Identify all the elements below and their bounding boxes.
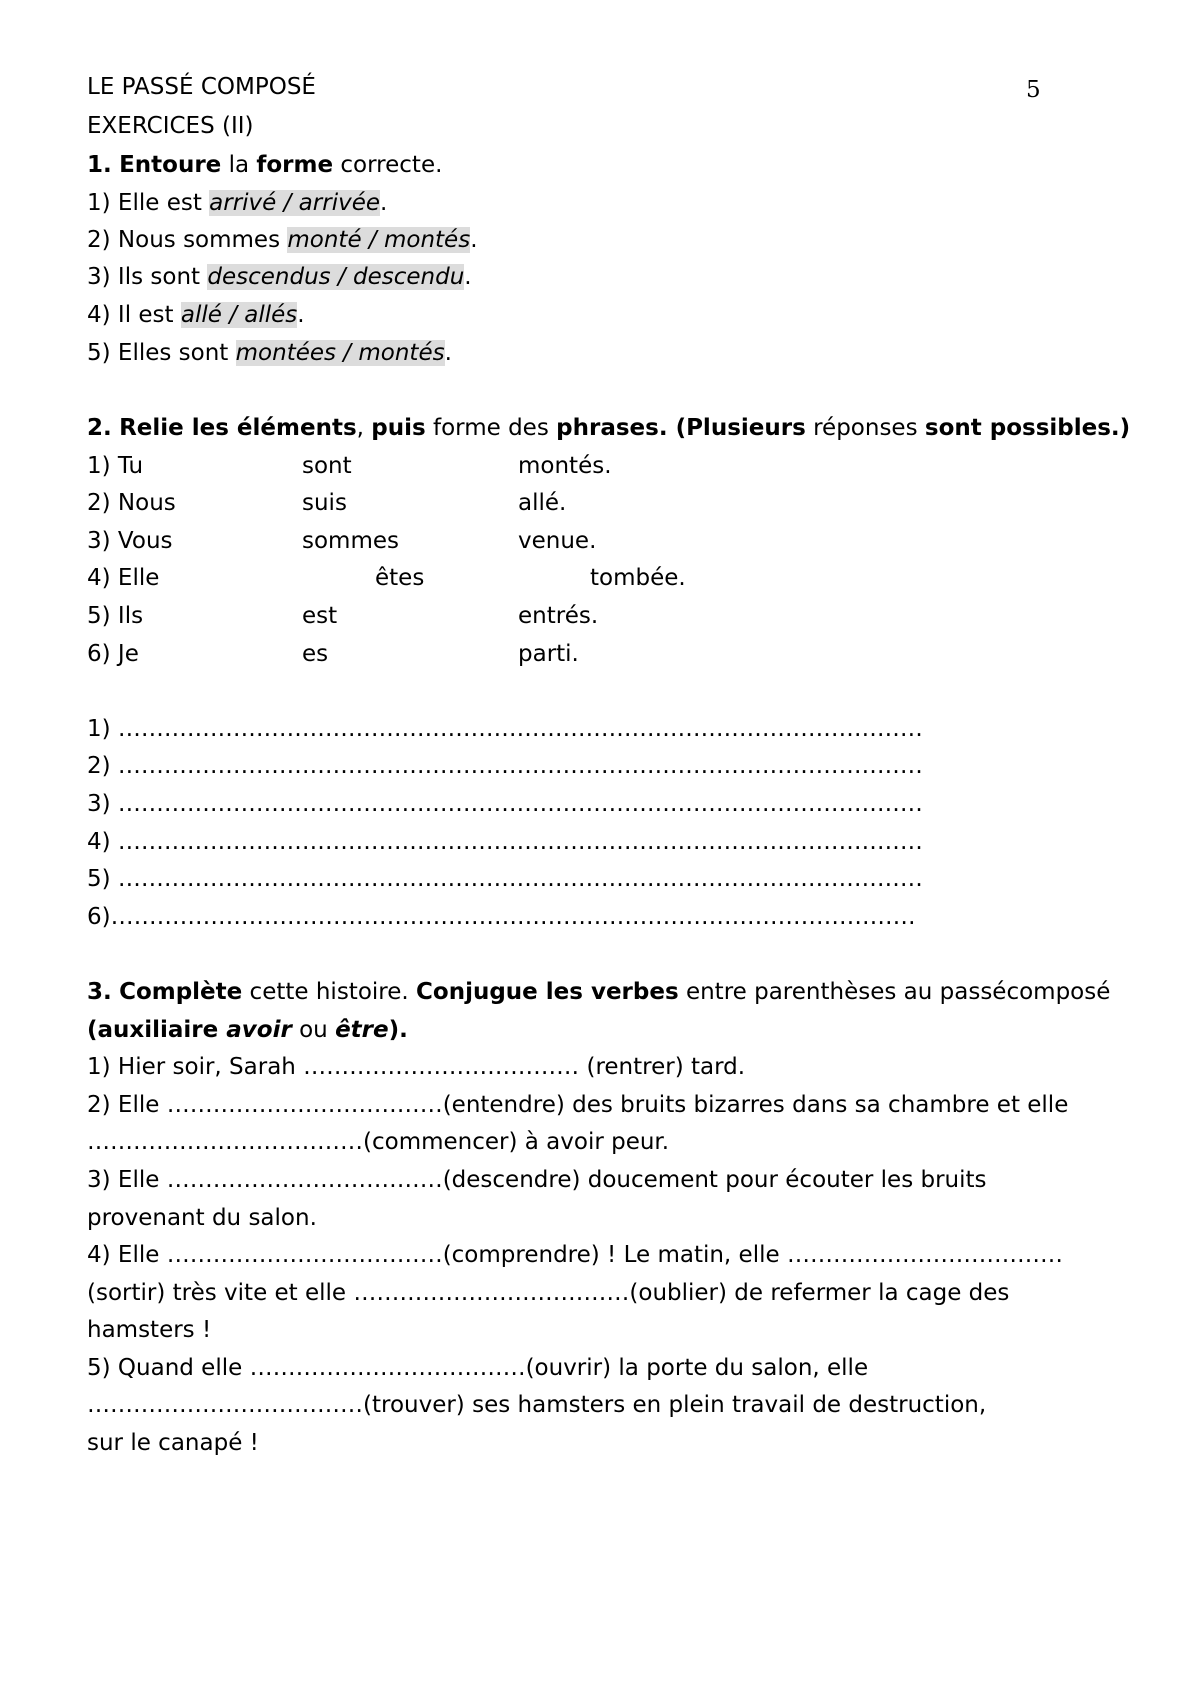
ex3-story-line: sur le canapé ! [87, 1430, 259, 1456]
ex2-participle[interactable]: entrés. [518, 603, 599, 629]
ex2-verb[interactable]: sommes [302, 528, 399, 554]
ex2-answer-line[interactable]: 2) …………………………………………………………………………………………… [87, 753, 923, 779]
ex3-story-line[interactable]: 4) Elle ………………………………(comprendre) ! Le matin, elle ……………………………… [87, 1242, 1063, 1268]
ex2-participle[interactable]: tombée. [590, 565, 686, 591]
ex2-answer-line[interactable]: 6)…………………………………………………………………………………………… [87, 904, 916, 930]
ex2-verb[interactable]: sont [302, 453, 352, 479]
exercises-heading: EXERCICES (II) [87, 113, 254, 139]
ex3-story-line: hamsters ! [87, 1317, 212, 1343]
ex1-item: 3) Ils sont descendus / descendu. [87, 264, 472, 290]
ex2-answer-line[interactable]: 3) …………………………………………………………………………………………… [87, 791, 923, 817]
page-number: 5 [1026, 77, 1041, 103]
ex2-participle[interactable]: montés. [518, 453, 612, 479]
ex2-participle[interactable]: allé. [518, 490, 567, 516]
ex2-verb[interactable]: suis [302, 490, 347, 516]
ex3-story-line[interactable]: ………………………………(trouver) ses hamsters en plein travail de destruction, [87, 1392, 987, 1418]
ex3-instruction-line2: (auxiliaire avoir ou être). [87, 1017, 408, 1043]
ex1-item: 5) Elles sont montées / montés. [87, 340, 452, 366]
ex2-verb[interactable]: êtes [375, 565, 425, 591]
ex2-answer-line[interactable]: 4) …………………………………………………………………………………………… [87, 829, 923, 855]
ex3-story-line[interactable]: (sortir) très vite et elle ………………………………(oublier) de refermer la cage des [87, 1280, 1010, 1306]
ex1-choice[interactable]: montées / montés [235, 340, 445, 366]
ex2-participle[interactable]: parti. [518, 641, 579, 667]
ex2-instruction: 2. Relie les éléments, puis forme des phrases. (Plusieurs réponses sont possibles.) [87, 415, 1131, 441]
page-title: LE PASSÉ COMPOSÉ [87, 74, 316, 100]
ex2-subject[interactable]: 6) Je [87, 641, 139, 667]
ex2-subject[interactable]: 4) Elle [87, 565, 160, 591]
ex3-story-line[interactable]: ………………………………(commencer) à avoir peur. [87, 1129, 670, 1155]
ex2-subject[interactable]: 2) Nous [87, 490, 176, 516]
ex1-choice[interactable]: arrivé / arrivée [209, 190, 380, 216]
ex1-choice[interactable]: monté / montés [287, 227, 471, 253]
ex3-story-line[interactable]: 3) Elle ………………………………(descendre) doucement pour écouter les bruits [87, 1167, 987, 1193]
ex1-choice[interactable]: allé / allés [180, 302, 298, 328]
ex2-subject[interactable]: 1) Tu [87, 453, 144, 479]
ex2-subject[interactable]: 3) Vous [87, 528, 173, 554]
ex3-story-line[interactable]: 1) Hier soir, Sarah ……………………………… (rentrer) tard. [87, 1054, 746, 1080]
ex1-item: 4) Il est allé / allés. [87, 302, 305, 328]
ex1-item: 1) Elle est arrivé / arrivée. [87, 190, 388, 216]
ex3-instruction: 3. Complète cette histoire. Conjugue les verbes entre parenthèses au passécomposé [87, 979, 1111, 1005]
ex2-verb[interactable]: es [302, 641, 329, 667]
ex2-answer-line[interactable]: 5) …………………………………………………………………………………………… [87, 866, 923, 892]
ex3-story-line: provenant du salon. [87, 1205, 317, 1231]
ex2-participle[interactable]: venue. [518, 528, 597, 554]
ex1-instruction: 1. Entoure la forme correcte. [87, 152, 443, 178]
ex2-answer-line[interactable]: 1) …………………………………………………………………………………………… [87, 716, 923, 742]
ex3-story-line[interactable]: 2) Elle ………………………………(entendre) des bruits bizarres dans sa chambre et elle [87, 1092, 1069, 1118]
ex2-verb[interactable]: est [302, 603, 338, 629]
ex2-subject[interactable]: 5) Ils [87, 603, 144, 629]
ex3-story-line[interactable]: 5) Quand elle ………………………………(ouvrir) la porte du salon, elle [87, 1355, 869, 1381]
ex1-item: 2) Nous sommes monté / montés. [87, 227, 478, 253]
ex1-choice[interactable]: descendus / descendu [207, 264, 465, 290]
